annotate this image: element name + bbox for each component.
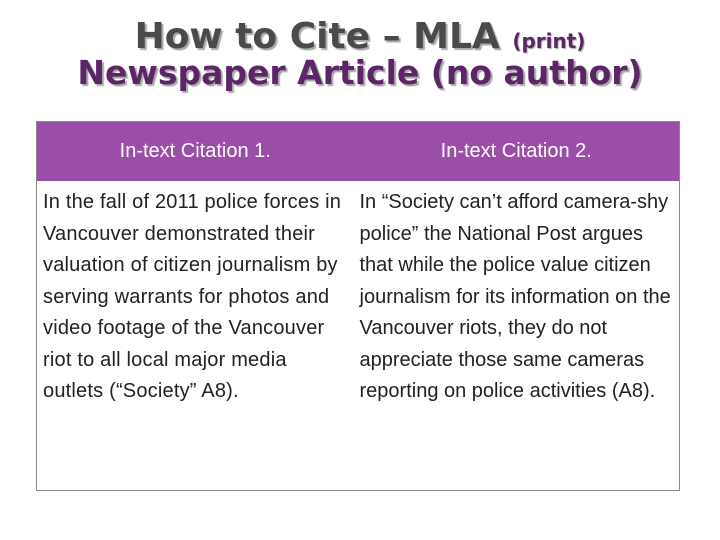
citation-1-text: In the fall of 2011 police forces in Vancouver demonstrated their valuation of citizen journalism by serving warrants for photos and video footage of the Vancouver riot to all local major media outlets (“Society” A8). <box>37 181 354 491</box>
title-line-2: Newspaper Article (no author) <box>77 52 643 92</box>
title-line-1 <box>0 18 720 56</box>
header-citation-1: In-text Citation 1. <box>37 122 354 182</box>
citation-2-text: In “Society can’t afford camera-shy police” the National Post argues that while the police value citizen journalism for its information on the Vancouver riots, they do not appreciate those same cameras reporting on police activities (A8). <box>354 181 680 491</box>
header-citation-2: In-text Citation 2. <box>354 122 680 182</box>
slide-title <box>0 18 720 90</box>
table-row <box>37 181 680 491</box>
title-main-text: How to Cite – MLA <box>134 16 513 57</box>
table-header-row <box>37 122 680 182</box>
title-print-note: (print) <box>512 29 586 53</box>
citation-table <box>36 121 680 491</box>
